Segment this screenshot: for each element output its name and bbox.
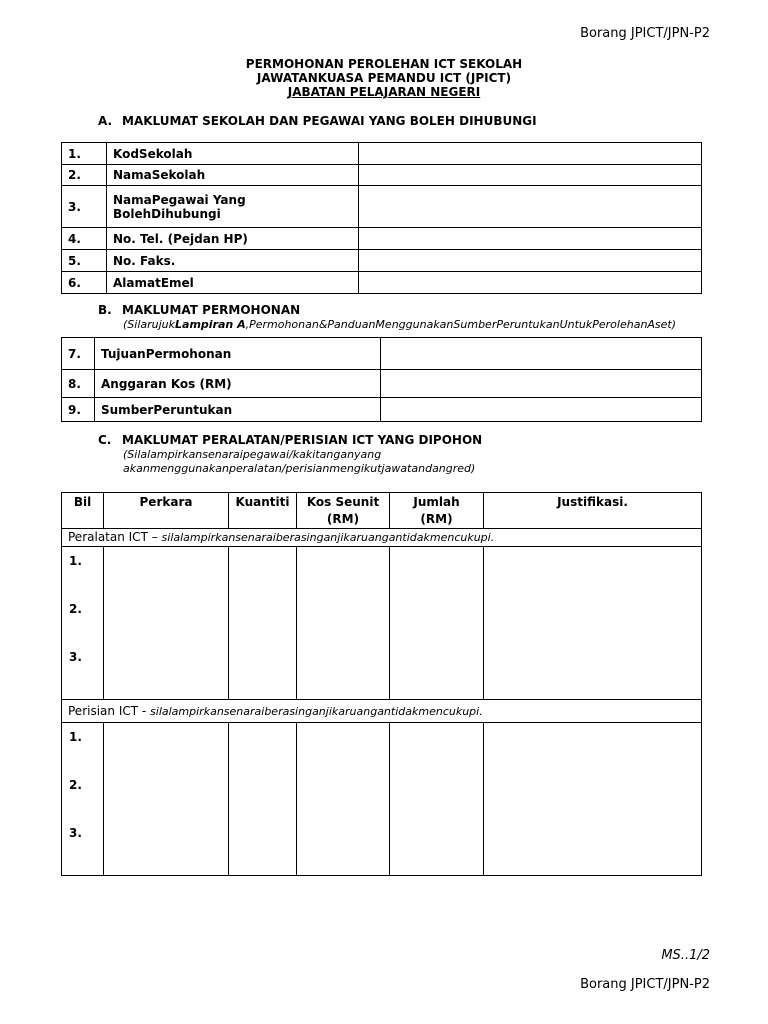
row-label: NamaSekolah — [107, 165, 359, 186]
alamat-emel-field[interactable] — [359, 272, 702, 294]
perisian-note: silalampirkansenaraiberasinganjikaruangantidakmencukupi. — [150, 704, 483, 718]
anggaran-kos-field[interactable] — [381, 370, 702, 398]
row-number: 9. — [62, 398, 95, 422]
col-header-kos-seunit — [297, 493, 390, 529]
section-c-note-line-2: akanmenggunakanperalatan/perisianmengikutjawatandangred) — [123, 462, 476, 475]
no-faks-field[interactable] — [359, 250, 702, 272]
form-code-footer: Borang JPICT/JPN-P2 — [580, 977, 710, 992]
table-row — [62, 398, 702, 422]
col-header-perkara: Perkara — [104, 493, 229, 529]
row-label: KodSekolah — [107, 143, 359, 165]
perisian-jumlah-field[interactable] — [390, 723, 484, 876]
row-label: AlamatEmel — [107, 272, 359, 294]
peralatan-subheader — [62, 529, 702, 547]
nama-pegawai-field[interactable] — [359, 186, 702, 228]
peralatan-justifikasi-field[interactable] — [484, 547, 702, 700]
title-line-3: JABATAN PELAJARAN NEGERI — [287, 85, 481, 99]
row-number: 6. — [62, 272, 107, 294]
page-number: MS..1/2 — [661, 948, 710, 963]
section-a-table — [61, 142, 702, 294]
jumlah-line-1: Jumlah — [413, 495, 460, 509]
perisian-perkara-field[interactable] — [104, 723, 229, 876]
item-number: 2. — [69, 778, 82, 792]
item-number: 2. — [69, 602, 82, 616]
peralatan-perkara-field[interactable] — [104, 547, 229, 700]
perisian-bil-cell — [62, 723, 104, 876]
table-row — [62, 370, 702, 398]
section-c-note-line-1: (Silalampirkansenaraipegawai/kakitanganyang — [123, 448, 382, 461]
perisian-justifikasi-field[interactable] — [484, 723, 702, 876]
col-header-justifikasi: Justifikasi. — [484, 493, 702, 529]
perisian-items-row — [62, 723, 702, 876]
title-line-2: JAWATANKUASA PEMANDU ICT (JPICT) — [256, 71, 512, 85]
row-number: 4. — [62, 228, 107, 250]
section-b-heading — [98, 303, 300, 317]
col-header-jumlah — [390, 493, 484, 529]
col-header-bil: Bil — [62, 493, 104, 529]
peralatan-jumlah-field[interactable] — [390, 547, 484, 700]
perisian-kuantiti-field[interactable] — [229, 723, 297, 876]
row-number: 2. — [62, 165, 107, 186]
perisian-label: Perisian ICT — [68, 703, 139, 718]
table-row — [62, 338, 702, 370]
table-row — [62, 272, 702, 294]
peralatan-items-row — [62, 547, 702, 700]
item-number: 1. — [69, 730, 82, 744]
row-label: No. Faks. — [107, 250, 359, 272]
peralatan-subheader-row — [62, 529, 702, 547]
separator: – — [147, 530, 162, 544]
section-a-letter: A. — [98, 114, 113, 128]
table-row — [62, 228, 702, 250]
row-number: 8. — [62, 370, 95, 398]
section-b-note — [123, 318, 676, 332]
section-b-table — [61, 337, 702, 422]
row-label: No. Tel. (Pejdan HP) — [107, 228, 359, 250]
form-code-header: Borang JPICT/JPN-P2 — [580, 26, 710, 41]
peralatan-kos-seunit-field[interactable] — [297, 547, 390, 700]
no-tel-field[interactable] — [359, 228, 702, 250]
note-text: (Silarujuk — [123, 318, 176, 331]
table-header-row — [62, 493, 702, 529]
sumber-peruntukan-field[interactable] — [381, 398, 702, 422]
row-number: 3. — [62, 186, 107, 228]
row-label: TujuanPermohonan — [95, 338, 381, 370]
nama-sekolah-field[interactable] — [359, 165, 702, 186]
col-header-kuantiti: Kuantiti — [229, 493, 297, 529]
kod-sekolah-field[interactable] — [359, 143, 702, 165]
row-label: SumberPeruntukan — [95, 398, 381, 422]
peralatan-label: Peralatan ICT — [68, 530, 148, 544]
section-c-table — [61, 492, 702, 876]
item-number: 3. — [69, 826, 82, 840]
table-row — [62, 143, 702, 165]
peralatan-bil-cell — [62, 547, 104, 700]
row-number: 5. — [62, 250, 107, 272]
table-row — [62, 186, 702, 228]
section-a-heading — [98, 114, 537, 128]
tujuan-permohonan-field[interactable] — [381, 338, 702, 370]
perisian-subheader-row — [62, 700, 702, 723]
note-lampiran-link: Lampiran A — [175, 318, 246, 331]
row-number: 1. — [62, 143, 107, 165]
table-row — [62, 165, 702, 186]
table-row — [62, 250, 702, 272]
kos-seunit-line-2: (RM) — [326, 512, 360, 526]
title-line-1: PERMOHONAN PEROLEHAN ICT SEKOLAH — [245, 57, 523, 71]
separator: - — [138, 703, 151, 718]
kos-seunit-line-1: Kos Seunit — [306, 495, 380, 509]
section-b-title: MAKLUMAT PERMOHONAN — [122, 303, 301, 317]
peralatan-kuantiti-field[interactable] — [229, 547, 297, 700]
row-number: 7. — [62, 338, 95, 370]
note-text: ,Permohonan&PanduanMenggunakanSumberPeruntukanUntukPerolehanAset) — [245, 318, 677, 331]
section-c-title: MAKLUMAT PERALATAN/PERISIAN ICT YANG DIPOHON — [122, 433, 483, 447]
section-b-letter: B. — [98, 303, 112, 317]
peralatan-note: silalampirkansenaraiberasinganjikaruangantidakmencukupi. — [161, 531, 495, 544]
section-a-title: MAKLUMAT SEKOLAH DAN PEGAWAI YANG BOLEH DIHUBUNGI — [122, 114, 537, 128]
row-label: NamaPegawai Yang BolehDihubungi — [107, 186, 359, 228]
perisian-subheader — [62, 700, 702, 723]
row-label: Anggaran Kos (RM) — [95, 370, 381, 398]
perisian-kos-seunit-field[interactable] — [297, 723, 390, 876]
item-number: 1. — [69, 554, 82, 568]
section-c-letter: C. — [98, 433, 112, 447]
item-number: 3. — [69, 650, 82, 664]
jumlah-line-2: (RM) — [420, 512, 453, 526]
section-c-heading — [98, 433, 482, 447]
